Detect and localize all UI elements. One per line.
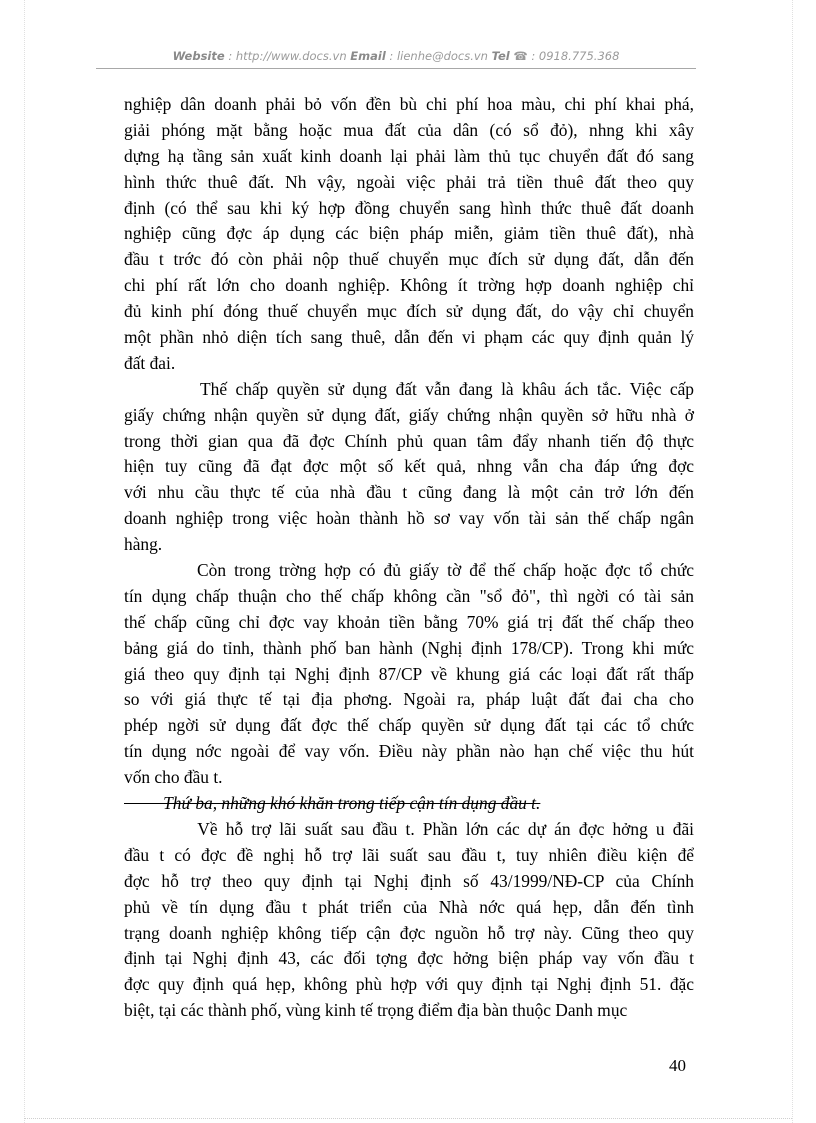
text-line: Thứ ba, những khó khăn trong tiếp cận tín dụng đầu t. xyxy=(124,793,541,814)
text-line: giải phóng mặt bằng hoặc mua đất của dân (có sổ đỏ), nhng khi xây xyxy=(124,119,694,140)
text-line: đất đai. xyxy=(124,352,176,373)
text-line: trạng doanh nghiệp không tiếp cận đợc nguồn hỗ trợ này. Cũng theo quy xyxy=(124,922,694,943)
tel-value: ☎ : 0918.775.368 xyxy=(513,49,620,63)
text-line: đầu t trớc đó còn phải nộp thuế chuyển mục đích sử dụng đất, dẫn đến xyxy=(124,249,694,270)
document-body xyxy=(124,92,694,1024)
text-line: nghiệp cũng đợc áp dụng các biện pháp miễn, giảm tiền thuê đất), nhà xyxy=(124,223,694,244)
text-line: đợc quy định quá hẹp, không phù hợp với quy định tại Nghị định 51. đặc xyxy=(124,974,694,995)
text-line: doanh nghiệp trong việc hoàn thành hồ sơ vay vốn tài sản thế chấp ngân xyxy=(124,508,694,529)
text-line: thế chấp cũng chỉ đợc vay khoản tiền bằng 70% giá trị đất thế chấp theo xyxy=(124,611,694,632)
text-line: Còn trong trờng hợp có đủ giấy tờ để thế chấp hoặc đợc tổ chức xyxy=(124,560,694,581)
text-line: so với giá thực tế tại địa phơng. Ngoài ra, pháp luật đất đai cha cho xyxy=(124,689,694,710)
text-line: tín dụng nớc ngoài để vay vốn. Điều này phần nào hạn chế việc thu hút xyxy=(124,741,694,762)
text-line: đủ kinh phí đóng thuế chuyển mục đích sử dụng đất, do vậy chỉ chuyển xyxy=(124,301,694,322)
text-line: giá theo quy định tại Nghị định 87/CP về khung giá các loại đất rất thấp xyxy=(124,663,694,684)
footer-rule xyxy=(24,1118,792,1119)
right-margin-guide xyxy=(792,0,793,1123)
text-line: giấy chứng nhận quyền sử dụng đất, giấy chứng nhận quyền sở hữu nhà ở xyxy=(124,404,694,425)
page-header xyxy=(96,46,696,69)
email-label: Email xyxy=(350,49,386,63)
text-line: đợc hỗ trợ theo quy định tại Nghị định số 43/1999/NĐ-CP của Chính xyxy=(124,870,694,891)
text-line: phép ngời sử dụng đất đợc thế chấp quyền sử dụng đất tại các tổ chức xyxy=(124,715,694,736)
website-label: Website xyxy=(172,49,225,63)
text-line: hàng. xyxy=(124,534,163,555)
text-line: trong thời gian qua đã đợc Chính phủ quan tâm đẩy nhanh tiến độ thực xyxy=(124,430,694,451)
text-line: bảng giá do tỉnh, thành phố ban hành (Nghị định 178/CP). Trong khi mức xyxy=(124,637,694,658)
text-line: biệt, tại các thành phố, vùng kinh tế trọng điểm địa bàn thuộc Danh mục xyxy=(124,1000,628,1021)
text-line: với nhu cầu thực tế của nhà đầu t cũng đang là một cản trở lớn đến xyxy=(124,482,694,503)
left-margin-guide xyxy=(24,0,25,1123)
text-line: định tại Nghị định 43, các đối tợng đợc hởng biện pháp vay vốn đầu t xyxy=(124,948,694,969)
text-line: phủ về tín dụng đầu t phát triển của Nhà nớc quá hẹp, dẫn đến tình xyxy=(124,896,694,917)
text-line: chi phí rất lớn cho doanh nghiệp. Không ít trờng hợp doanh nghiệp chỉ xyxy=(124,275,694,296)
page-number: 40 xyxy=(669,1056,686,1075)
text-line: nghiệp dân doanh phải bỏ vốn đền bù chi phí hoa màu, chi phí khai phá, xyxy=(124,94,694,114)
text-line: một phần nhỏ diện tích sang thuê, dẫn đến vi phạm các quy định quản lý xyxy=(124,327,694,348)
text-line: đầu t có đợc đề nghị hỗ trợ lãi suất sau đầu t, tuy nhiên điều kiện để xyxy=(124,844,694,865)
text-line: hiện tuy cũng đã đạt đợc một số kết quả, nhng vẫn cha đáp ứng đợc xyxy=(124,456,694,477)
text-line: dựng hạ tầng sản xuất kinh doanh lại phải làm thủ tục chuyển đất đó sang xyxy=(124,145,694,166)
text-line: tín dụng chấp thuận cho thế chấp không cần "sổ đỏ", thì ngời có tài sản xyxy=(124,585,694,606)
website-value: : http://www.docs.vn xyxy=(228,49,347,63)
text-line: Thế chấp quyền sử dụng đất vẫn đang là khâu ách tắc. Việc cấp xyxy=(124,378,694,399)
tel-label: Tel xyxy=(491,49,510,63)
text-line: Về hỗ trợ lãi suất sau đầu t. Phần lớn các dự án đợc hởng u đãi xyxy=(124,818,694,839)
text-line: định (có thể sau khi ký hợp đồng chuyển sang hình thức thuê đất doanh xyxy=(124,197,694,218)
text-line: vốn cho đầu t. xyxy=(124,767,223,788)
text-line: hình thức thuê đất. Nh vậy, ngoài việc phải trả tiền thuê đất theo quy xyxy=(124,171,694,192)
email-value: : lienhe@docs.vn xyxy=(389,49,488,63)
